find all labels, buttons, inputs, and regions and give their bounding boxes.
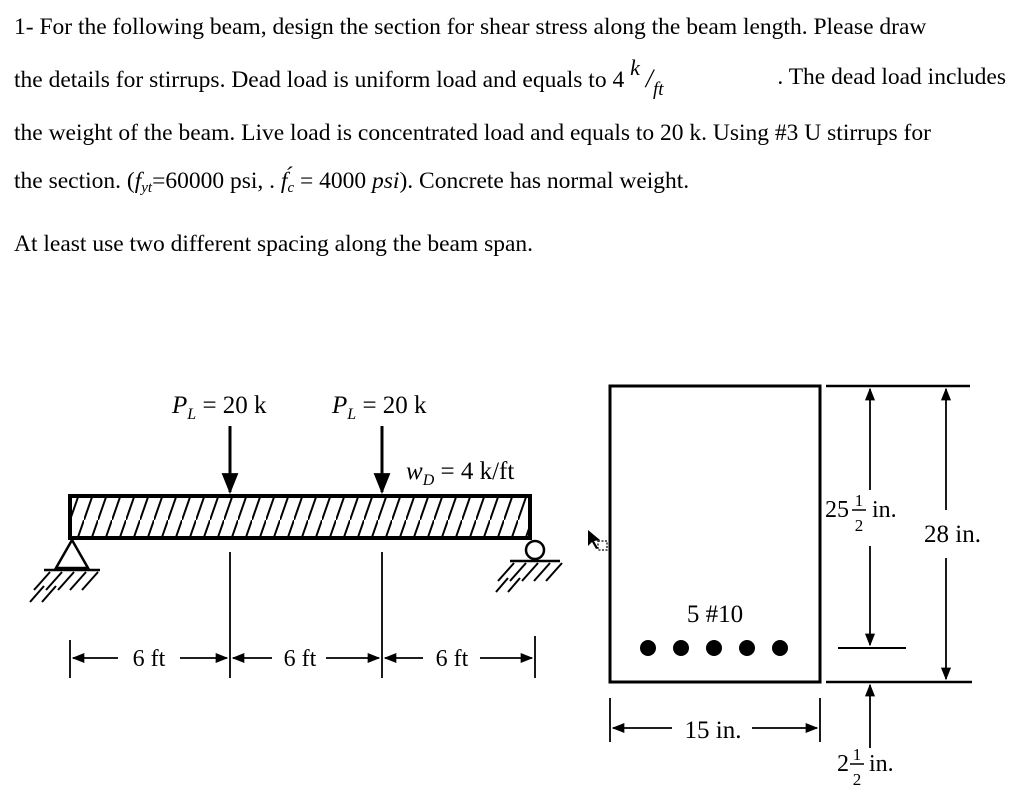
svg-text:2: 2 [852, 770, 862, 789]
dead-load-unit-ft: ft [652, 79, 664, 100]
distributed-load-label: $w_D = 4$ k/ft [406, 458, 515, 489]
section-outline [610, 386, 820, 682]
cover-label [837, 745, 894, 789]
span-2-label: 6 ft [283, 646, 317, 672]
rebar [706, 640, 722, 656]
fc-value: = 4000 [294, 168, 372, 194]
problem-line-1-text: 1- For the following beam, design the section for shear stress along the beam length. Please draw [14, 14, 927, 40]
rebar [640, 640, 656, 656]
rebar-row [640, 640, 788, 656]
beam-elevation [30, 392, 562, 678]
rebar [772, 640, 788, 656]
fc-unit: psi [372, 168, 400, 194]
fc-subscript: c [287, 180, 295, 196]
fyt-subscript: yt [141, 180, 153, 196]
svg-text:1: 1 [852, 745, 862, 764]
svg-text:in.: in. [869, 751, 894, 777]
effective-depth-label [825, 491, 897, 535]
problem-line-3-text: the weight of the beam. Live load is concentrated load and equals to 20 k. Using #3 U stirrups for [14, 120, 931, 146]
svg-text:2: 2 [837, 751, 849, 777]
svg-text:1: 1 [854, 491, 864, 510]
beam-body [70, 496, 530, 538]
dead-load-unit-slash: / [645, 64, 653, 93]
svg-text:25: 25 [825, 497, 849, 523]
depth-dimensions [826, 386, 972, 748]
width-label: 15 in. [684, 717, 742, 744]
concrete-text: ). Concrete has normal weight. [399, 168, 690, 194]
point-load-2-label: $P_L = 20$ k [332, 392, 427, 423]
dead-load-text: the details for stirrups. Dead load is uniform load and equals to 4 [14, 67, 625, 93]
svg-text:in.: in. [872, 497, 897, 523]
rebar [739, 640, 755, 656]
rebar [673, 640, 689, 656]
cursor-icon [588, 530, 607, 550]
pin-support [30, 540, 100, 602]
fc-symbol: f́ [280, 168, 288, 194]
span-3-label: 6 ft [435, 646, 469, 672]
bars-label: 5 #10 [686, 601, 744, 628]
dead-load-includes-text: . The dead load includes [777, 64, 1006, 90]
svg-text:2: 2 [854, 516, 864, 535]
span-1-label: 6 ft [132, 646, 166, 672]
section-text: the section. ( [14, 168, 135, 194]
fyt-symbol: f [134, 168, 142, 194]
point-load-1-label: $P_L = 20$ k [172, 392, 267, 423]
spacing-requirement-text: At least use two different spacing along the beam span. [14, 231, 534, 257]
height-label: 28 in. [924, 521, 981, 548]
dead-load-unit-k: k [630, 55, 640, 80]
cross-section [610, 386, 981, 789]
roller-support [496, 541, 562, 592]
fyt-value: =60000 psi, . [152, 168, 281, 194]
